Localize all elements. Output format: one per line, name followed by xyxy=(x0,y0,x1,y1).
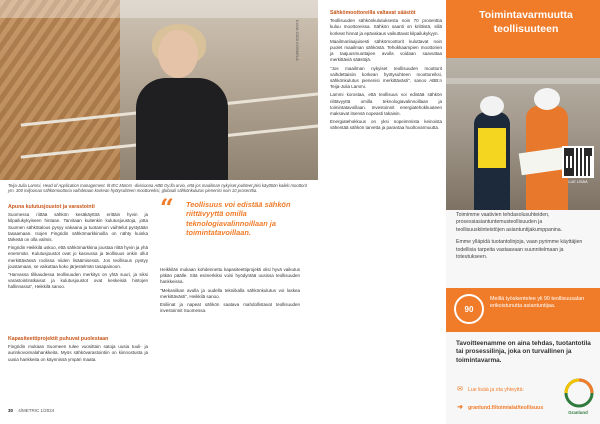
paragraph: Toimimme vaativien tehdasolusuhteiden, prosessiasiantuntemusteollisuuden ja teollisuuskiinteistöjen asiantuntijakumppanina. xyxy=(456,212,563,233)
advertisement xyxy=(446,0,600,424)
ad-slogan: Tavoitteenamme on aina tehdas, tuotantotila tai prosessilinja, joka on turvallinen ja toimintavarma. xyxy=(456,340,591,364)
ad-body xyxy=(456,212,592,266)
hard-hat-icon xyxy=(480,96,504,116)
paragraph: Lammi korostaa, että teollisuus voi edistää sähkön riittävyyttä omilla teknologiavalinnoillaan ja toimintatavoillaan. Investoinnit energiatehokkuuteen maksavat itsensä nopeasti takaisin. xyxy=(330,92,442,117)
website-link-row[interactable] xyxy=(456,404,543,412)
article-column-2 xyxy=(160,267,300,316)
paragraph: Energiatehokkuus on yksi nopeimmista keinoista vähentää sähkön tarvetta ja parantaa huoltovarmuutta. xyxy=(330,119,442,131)
granlund-logo xyxy=(564,378,594,408)
paragraph: Emme ylläpidä tuotantolinjoja, vaan pyrimme käyttäjien todellisia tarpeita vastaavaan suunnitelmaan ja toteutukseen. xyxy=(456,239,583,261)
section-heading: Apuna kulutusjoustot ja varastointi xyxy=(8,204,95,210)
expert-count: 90 xyxy=(464,305,474,314)
badge-icon xyxy=(454,294,484,324)
paragraph: Suomessa riittää sähkön kesäkäyttöä erittäin hyvin ja kilpailukykyiseen hintaan. Tarvitaan kuitenkin kulutusjoustoja, jotta Suomen sähkötalous pysyy vakaana ja tuotannon vaihtelut pystytään tasaamaan. Isojen Fingridin sähkömarkkinoilla on nähty kuinka tärkeää on olla valmis. xyxy=(8,212,148,243)
paragraph: Heikkilän mukaan kohdennettu kapasiteettiprojekti olisi hyvä vaikutus pitkän päälle. Sitä esimerkiksi voisi hyödyntää uusissa teollisuuden hankkeissa. xyxy=(160,267,300,285)
pull-quote-text: Teollisuus voi edistää sähkön riittävyyttä omilla teknologiavalinnoillaan ja toimintatavoillaan. xyxy=(186,200,291,238)
photo-credit: KUVA OSSI KOSKELA xyxy=(295,20,300,61)
ad-header xyxy=(446,0,600,58)
photo-caption: Teija-Julia Lammi, Head of Application management. Ilt IEC Motors -divisioona ABB Oy:lla arvio, että jos maailman nykyiset jouhteet jäisi käyttöön kaikki moottorit ym. 300 miljoonaa sähkömoottoria vaihdetaan korkean hyötysuhteen moottoreiksi, globaali sähkönkulutus pienenisi noin 10 prosenttia. xyxy=(8,183,307,194)
banner-text: Meillä työskentelee yli 90 teollisuusalan erikoistunutta asiantuntijaa. xyxy=(490,296,585,310)
hard-hat-icon xyxy=(534,88,560,110)
portrait-photo xyxy=(0,0,318,180)
page-number: 30 xyxy=(8,408,14,413)
mail-icon: ✉ xyxy=(457,386,463,393)
section-heading: Sähkömoottoreilla valtavat säästöt xyxy=(330,10,416,16)
qr-label: LUE LISÄÄ xyxy=(568,180,588,184)
quote-mark-icon: “ xyxy=(160,193,174,222)
qr-code[interactable] xyxy=(562,146,594,178)
paragraph: Maailmanlaajuisesti sähkömoottorit kuluttavat noin puolet maailman sähköstä. Tehokkaampien moottorien ja taajuusmuuttajien avulla voidaan saavuttaa merkittäviä säästöjä. xyxy=(330,38,442,63)
paragraph: Esiliinat ja napeat sähkön saatava mahdollistavat teollisuuden investoinnit Suomessa. xyxy=(160,302,300,314)
article-column-1 xyxy=(8,204,148,293)
workers-photo xyxy=(446,58,600,210)
section-heading: Kapasiteettiprojektit puhuvat puolestaan xyxy=(8,336,109,342)
article-column-1-sub xyxy=(8,336,148,365)
logo-wordmark: Granlund xyxy=(568,410,588,415)
paragraph: Fingridin mukaan Suomeen tulee vuosittain satoja uusia tuuli- ja aurinkovoimalahankkeita. Myös sähkövarastointiin on kiinnostusta ja uusia hankkeita on käynnissä ympäri maata. xyxy=(8,344,148,362)
paragraph: "Jos maailman nykyiset teollisuuden moottorit vaihdettaisiin korkean hyötysuhteen moottoreiksi, sähkönkulutus pienenisi merkittävästi", sanoo ABB:n Teija-Julia Lammi. xyxy=(330,65,442,90)
paragraph: Fingridin Heikkilä uskoo, että sähkömarkkina joustaa riittä hyvin ja yhä enemmän. Kulutusjoustot ovat jo kasvussa ja teollisuus onkin ollut merkittävässä roolissa niiden lisäämisessä. Jos teollisuus pystyy joustamaan, se vaikuttaa koko järjestelmän tasapainoon. xyxy=(8,245,148,269)
expert-banner xyxy=(446,288,600,332)
paragraph: "Mekaniikan avulla ja uudella tekniikalla sähkönkulutus voi laskea merkittävästi", Heikkilä sanoo. xyxy=(160,287,300,299)
portrait-person xyxy=(128,16,238,180)
issue-label: 4/METRIC 1/2024 xyxy=(18,408,55,413)
page-folio xyxy=(8,408,54,413)
paragraph: "Harvassa tilikaudessa teollisuuden merkitys on yhtä suuri, ja siksi varastointiratkaisut ja kulutusjoustot ovat keskeisiä hintojen hallinnassa", Heikkilä sanoo. xyxy=(8,272,148,290)
website-link[interactable]: granlund.fi/toimialat/teollisuus xyxy=(468,405,544,411)
ad-title: Toimintavarmuutta teollisuuteen xyxy=(479,9,573,35)
read-more-row xyxy=(456,386,524,394)
paragraph: Teollisuuden sähkönkulutuksesta noin 70 prosenttia kuluu moottoreissa. Sähkön saanti on kriittistä, sillä korkeat hinnat ja epävakaus vaikuttavat kilpailukykyyn. xyxy=(330,18,442,36)
read-more-text: Lue lisää ja ota yhteyttä: xyxy=(468,387,524,393)
arrow-right-icon: ➜ xyxy=(457,404,463,411)
article-column-3 xyxy=(330,10,442,134)
